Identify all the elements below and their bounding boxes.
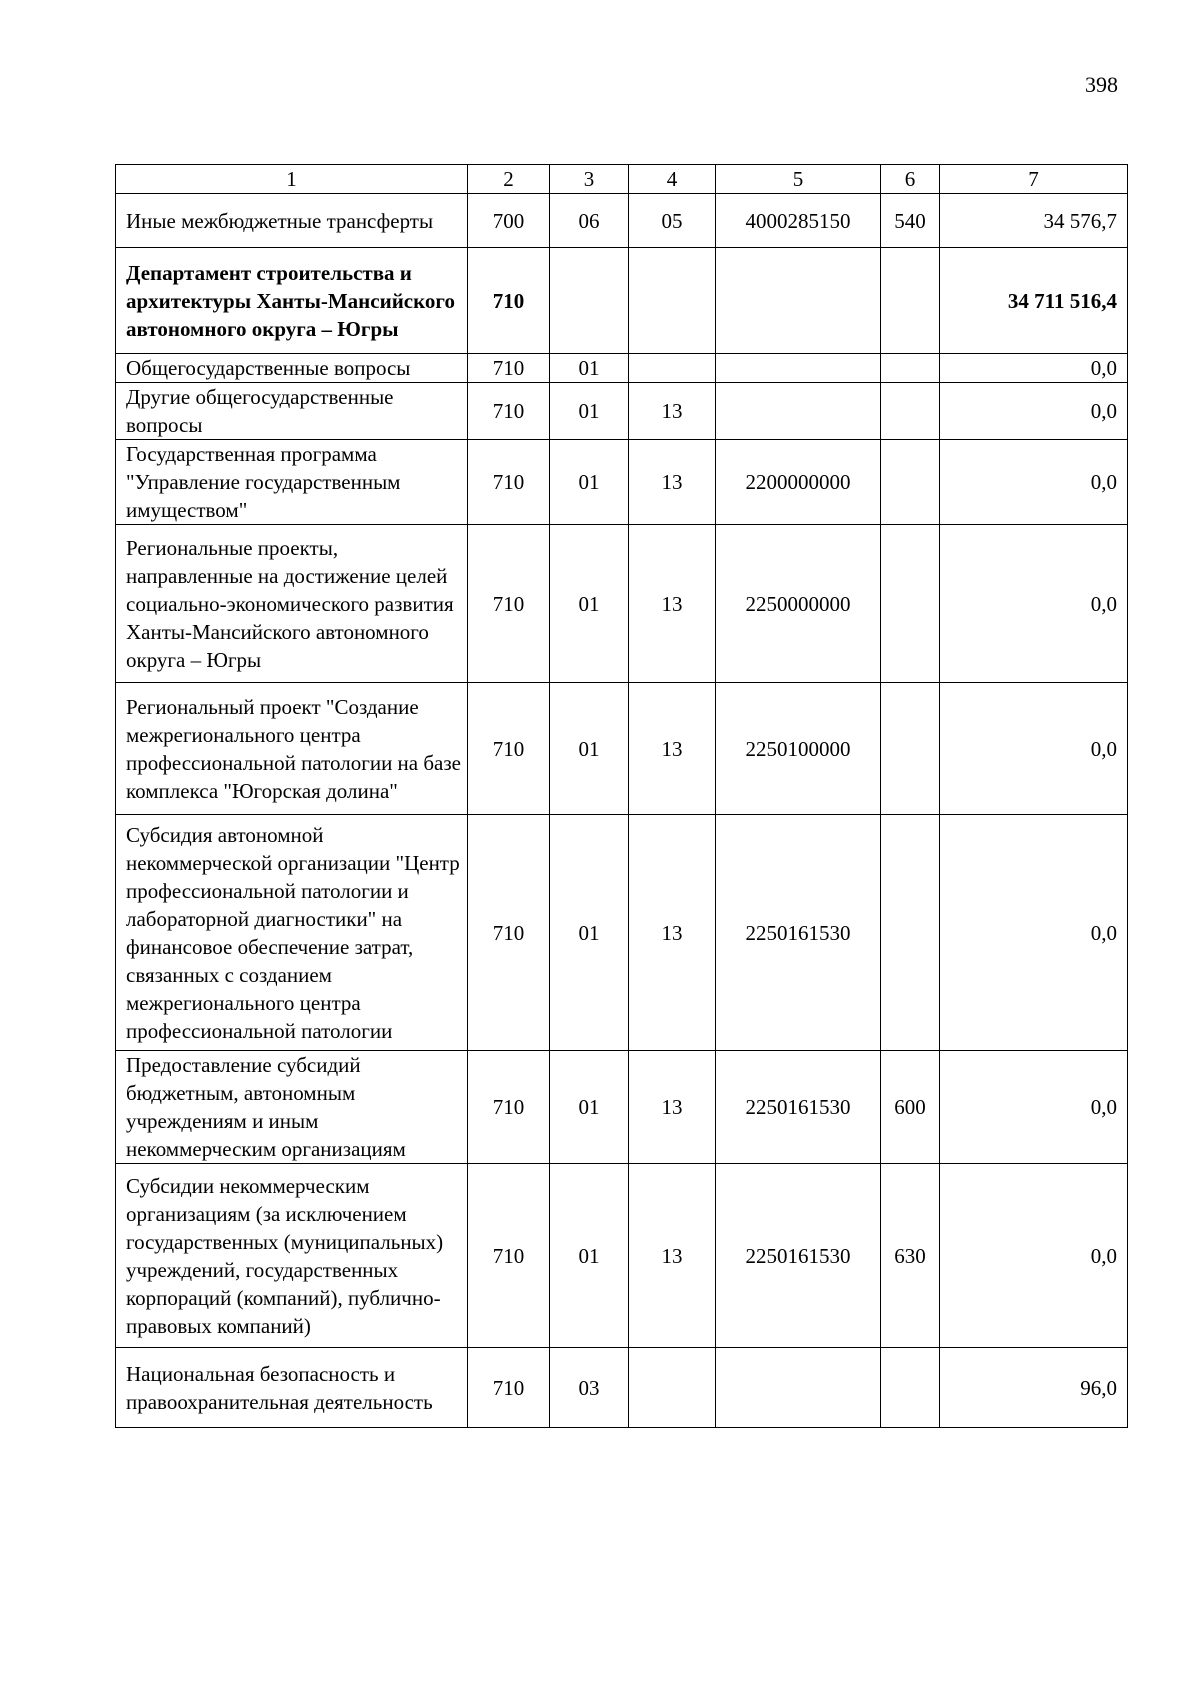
column-header-5: 5 <box>716 165 881 194</box>
row-code-6-cell <box>881 383 940 440</box>
row-name-cell: Предоставление субсидий бюджетным, автономным учреждениям и иным некоммерческим организациям <box>116 1051 468 1164</box>
row-code-3-cell: 03 <box>550 1348 629 1428</box>
table-row <box>116 440 1128 525</box>
row-code-6-cell <box>881 683 940 815</box>
row-code-5-cell: 2250100000 <box>716 683 881 815</box>
row-code-4-cell: 13 <box>629 383 716 440</box>
row-code-5-cell: 2250161530 <box>716 1051 881 1164</box>
row-code-2-cell: 710 <box>468 815 550 1051</box>
row-amount-cell: 0,0 <box>940 1051 1128 1164</box>
row-code-3-cell: 01 <box>550 1164 629 1348</box>
row-code-2-cell: 700 <box>468 194 550 248</box>
row-code-4-cell: 13 <box>629 1164 716 1348</box>
row-code-4-cell <box>629 248 716 354</box>
budget-table <box>115 164 1128 1428</box>
row-code-4-cell <box>629 1348 716 1428</box>
table-row <box>116 354 1128 383</box>
row-code-3-cell: 01 <box>550 354 629 383</box>
row-code-2-cell: 710 <box>468 525 550 683</box>
table-body <box>116 165 1128 1428</box>
row-code-4-cell <box>629 354 716 383</box>
row-amount-cell: 0,0 <box>940 525 1128 683</box>
column-header-7: 7 <box>940 165 1128 194</box>
table-row <box>116 1348 1128 1428</box>
row-code-6-cell <box>881 525 940 683</box>
row-code-2-cell: 710 <box>468 383 550 440</box>
row-code-4-cell: 13 <box>629 683 716 815</box>
table-row <box>116 525 1128 683</box>
row-name-cell: Другие общегосударственные вопросы <box>116 383 468 440</box>
column-header-3: 3 <box>550 165 629 194</box>
row-name-cell: Государственная программа "Управление государственным имуществом" <box>116 440 468 525</box>
row-code-6-cell: 600 <box>881 1051 940 1164</box>
column-header-1: 1 <box>116 165 468 194</box>
row-code-3-cell: 01 <box>550 1051 629 1164</box>
row-code-3-cell: 01 <box>550 525 629 683</box>
row-amount-cell: 34 576,7 <box>940 194 1128 248</box>
row-name-cell: Субсидии некоммерческим организациям (за исключением государственных (муниципальных) учреждений, государственных корпораций (компаний), публично-правовых компаний) <box>116 1164 468 1348</box>
row-code-5-cell <box>716 383 881 440</box>
row-code-5-cell <box>716 354 881 383</box>
column-header-2: 2 <box>468 165 550 194</box>
page-number: 398 <box>1085 72 1118 97</box>
row-code-3-cell <box>550 248 629 354</box>
row-code-2-cell: 710 <box>468 248 550 354</box>
row-code-2-cell: 710 <box>468 1348 550 1428</box>
row-amount-cell: 0,0 <box>940 1164 1128 1348</box>
row-code-2-cell: 710 <box>468 1051 550 1164</box>
row-amount-cell: 0,0 <box>940 354 1128 383</box>
table-row <box>116 815 1128 1051</box>
row-code-6-cell <box>881 440 940 525</box>
table-row <box>116 1051 1128 1164</box>
row-name-cell: Национальная безопасность и правоохранительная деятельность <box>116 1348 468 1428</box>
table-row <box>116 248 1128 354</box>
row-amount-cell: 0,0 <box>940 440 1128 525</box>
row-code-6-cell <box>881 248 940 354</box>
row-code-5-cell: 2250161530 <box>716 1164 881 1348</box>
column-header-6: 6 <box>881 165 940 194</box>
row-code-5-cell: 4000285150 <box>716 194 881 248</box>
row-code-6-cell <box>881 1348 940 1428</box>
row-code-5-cell: 2200000000 <box>716 440 881 525</box>
row-code-5-cell: 2250161530 <box>716 815 881 1051</box>
table-row <box>116 194 1128 248</box>
row-code-3-cell: 01 <box>550 815 629 1051</box>
row-code-3-cell: 06 <box>550 194 629 248</box>
table-row <box>116 383 1128 440</box>
row-code-3-cell: 01 <box>550 440 629 525</box>
row-name-cell: Региональный проект "Создание межрегионального центра профессиональной патологии на базе комплекса "Югорская долина" <box>116 683 468 815</box>
row-amount-cell: 96,0 <box>940 1348 1128 1428</box>
row-name-cell: Департамент строительства и архитектуры Ханты-Мансийского автономного округа – Югры <box>116 248 468 354</box>
row-code-4-cell: 05 <box>629 194 716 248</box>
row-code-3-cell: 01 <box>550 683 629 815</box>
row-amount-cell: 34 711 516,4 <box>940 248 1128 354</box>
row-code-6-cell: 630 <box>881 1164 940 1348</box>
row-amount-cell: 0,0 <box>940 815 1128 1051</box>
row-name-cell: Субсидия автономной некоммерческой организации "Центр профессиональной патологии и лабораторной диагностики" на финансовое обеспечение затрат, связанных с созданием межрегионального центра профессиональной патологии <box>116 815 468 1051</box>
row-amount-cell: 0,0 <box>940 383 1128 440</box>
row-code-6-cell: 540 <box>881 194 940 248</box>
row-code-4-cell: 13 <box>629 1051 716 1164</box>
row-code-2-cell: 710 <box>468 683 550 815</box>
column-header-4: 4 <box>629 165 716 194</box>
row-code-6-cell <box>881 815 940 1051</box>
row-code-4-cell: 13 <box>629 815 716 1051</box>
row-code-4-cell: 13 <box>629 525 716 683</box>
row-code-2-cell: 710 <box>468 440 550 525</box>
row-name-cell: Иные межбюджетные трансферты <box>116 194 468 248</box>
table-row <box>116 683 1128 815</box>
row-code-2-cell: 710 <box>468 354 550 383</box>
row-code-5-cell: 2250000000 <box>716 525 881 683</box>
row-code-5-cell <box>716 1348 881 1428</box>
row-code-5-cell <box>716 248 881 354</box>
row-code-6-cell <box>881 354 940 383</box>
row-code-2-cell: 710 <box>468 1164 550 1348</box>
table-row <box>116 1164 1128 1348</box>
row-name-cell: Региональные проекты, направленные на достижение целей социально-экономического развития Ханты-Мансийского автономного округа – Югры <box>116 525 468 683</box>
row-amount-cell: 0,0 <box>940 683 1128 815</box>
table-header-row <box>116 165 1128 194</box>
row-code-4-cell: 13 <box>629 440 716 525</box>
row-code-3-cell: 01 <box>550 383 629 440</box>
row-name-cell: Общегосударственные вопросы <box>116 354 468 383</box>
